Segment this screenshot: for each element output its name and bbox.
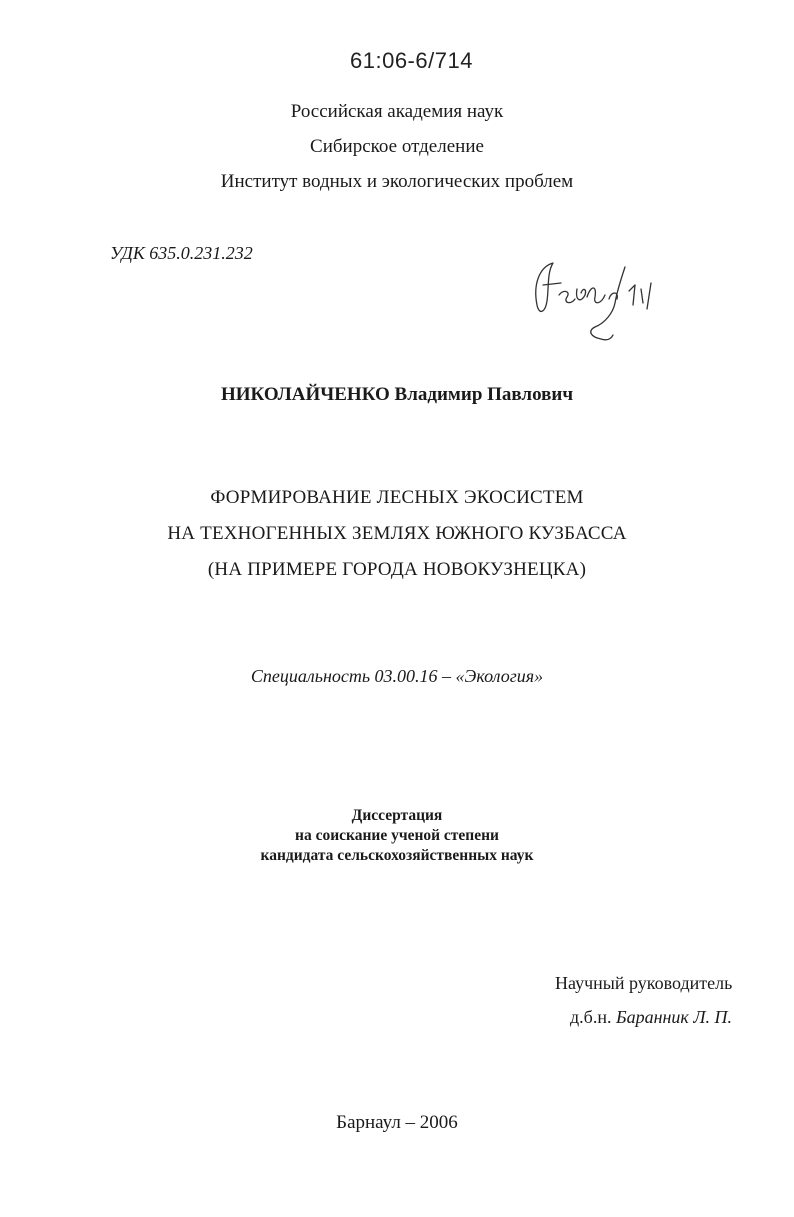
advisor-degree: д.б.н. [570,1007,612,1027]
thesis-title-line-3: (НА ПРИМЕРЕ ГОРОДА НОВОКУЗНЕЦКА) [207,559,587,580]
dissertation-label: Диссертация [351,807,443,824]
advisor-name: Баранник Л. П. [615,1007,733,1027]
udk-code: УДК 635.0.231.232 [110,243,253,263]
specialty-line: Специальность 03.00.16 – «Экология» [250,666,544,686]
handwritten-signature [525,255,675,345]
academy-name: Российская академия наук [290,101,504,122]
advisor-role: Научный руководитель [555,973,733,993]
branch-name: Сибирское отделение [310,136,484,157]
thesis-title-line-1: ФОРМИРОВАНИЕ ЛЕСНЫХ ЭКОСИСТЕМ [210,487,584,508]
archive-code: 61:06-6/714 [350,48,473,73]
degree-name: кандидата сельскохозяйственных наук [260,847,534,864]
city-year: Барнаул – 2006 [336,1112,458,1133]
advisor-line [570,1007,732,1028]
thesis-title-line-2: НА ТЕХНОГЕННЫХ ЗЕМЛЯХ ЮЖНОГО КУЗБАССА [167,523,627,544]
institute-name: Институт водных и экологических проблем [220,171,574,192]
degree-purpose: на соискание ученой степени [295,827,499,844]
author-name: НИКОЛАЙЧЕНКО Владимир Павлович [220,384,574,405]
